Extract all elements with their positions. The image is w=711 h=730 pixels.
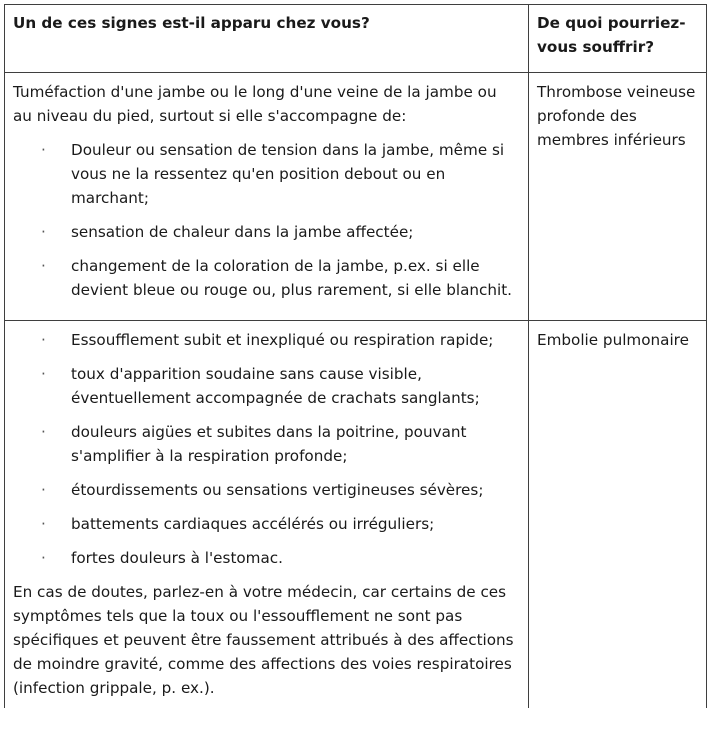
header-signs: Un de ces signes est-il apparu chez vous?: [5, 5, 529, 73]
list-item-text: changement de la coloration de la jambe, p.ex. si elle devient bleue ou rouge ou, plus rarement, si elle blanchit.: [71, 257, 512, 299]
table-header-row: [5, 5, 707, 73]
list-item: [13, 546, 520, 570]
bullet-icon: ·: [41, 515, 46, 533]
table-row: [5, 321, 707, 709]
list-item-text: battements cardiaques accélérés ou irréguliers;: [71, 515, 435, 533]
diagnosis-cell: [529, 73, 707, 321]
bullet-icon: ·: [41, 481, 46, 499]
header-diagnosis: De quoi pourriez-vous souffrir?: [529, 5, 707, 73]
bullet-icon: ·: [41, 423, 46, 441]
diagnosis-text: Thrombose veineuse profonde des membres inférieurs: [537, 83, 696, 149]
doctor-note-text: En cas de doutes, parlez-en à votre médecin, car certains de ces symptômes tels que la toux ou l'essoufflement ne sont pas spécifiques et peuvent être faussement attribués à des affections de moindre gravité, comme des affections des voies respiratoires (infection grippale, p. ex.).: [13, 583, 514, 697]
bullet-icon: ·: [41, 549, 46, 567]
signs-cell: [5, 73, 529, 321]
list-item-text: fortes douleurs à l'estomac.: [71, 549, 283, 567]
list-item-text: sensation de chaleur dans la jambe affectée;: [71, 223, 414, 241]
list-item: [13, 254, 520, 302]
diagnosis-text: Embolie pulmonaire: [537, 331, 689, 349]
list-item-text: étourdissements ou sensations vertigineuses sévères;: [71, 481, 484, 499]
list-item: [13, 220, 520, 244]
table-row: [5, 73, 707, 321]
list-item-text: douleurs aigües et subites dans la poitrine, pouvant s'amplifier à la respiration profonde;: [71, 423, 467, 465]
list-item: [13, 478, 520, 502]
list-item: [13, 328, 520, 352]
signs-list: [13, 328, 520, 570]
bullet-icon: ·: [41, 223, 46, 241]
bullet-icon: ·: [41, 141, 46, 159]
diagnosis-cell: [529, 321, 707, 709]
row-intro-text: Tuméfaction d'une jambe ou le long d'une veine de la jambe ou au niveau du pied, surtout si elle s'accompagne de:: [13, 83, 497, 125]
list-item: [13, 362, 520, 410]
signs-cell: [5, 321, 529, 709]
symptoms-table: [4, 4, 707, 708]
bullet-icon: ·: [41, 365, 46, 383]
list-item: [13, 138, 520, 210]
bullet-icon: ·: [41, 331, 46, 349]
list-item-text: Douleur ou sensation de tension dans la jambe, même si vous ne la ressentez qu'en position debout ou en marchant;: [71, 141, 505, 207]
list-item: [13, 512, 520, 536]
signs-list: [13, 138, 520, 302]
bullet-icon: ·: [41, 257, 46, 275]
list-item-text: Essoufflement subit et inexpliqué ou respiration rapide;: [71, 331, 494, 349]
list-item-text: toux d'apparition soudaine sans cause visible, éventuellement accompagnée de crachats sanglants;: [71, 365, 480, 407]
list-item: [13, 420, 520, 468]
